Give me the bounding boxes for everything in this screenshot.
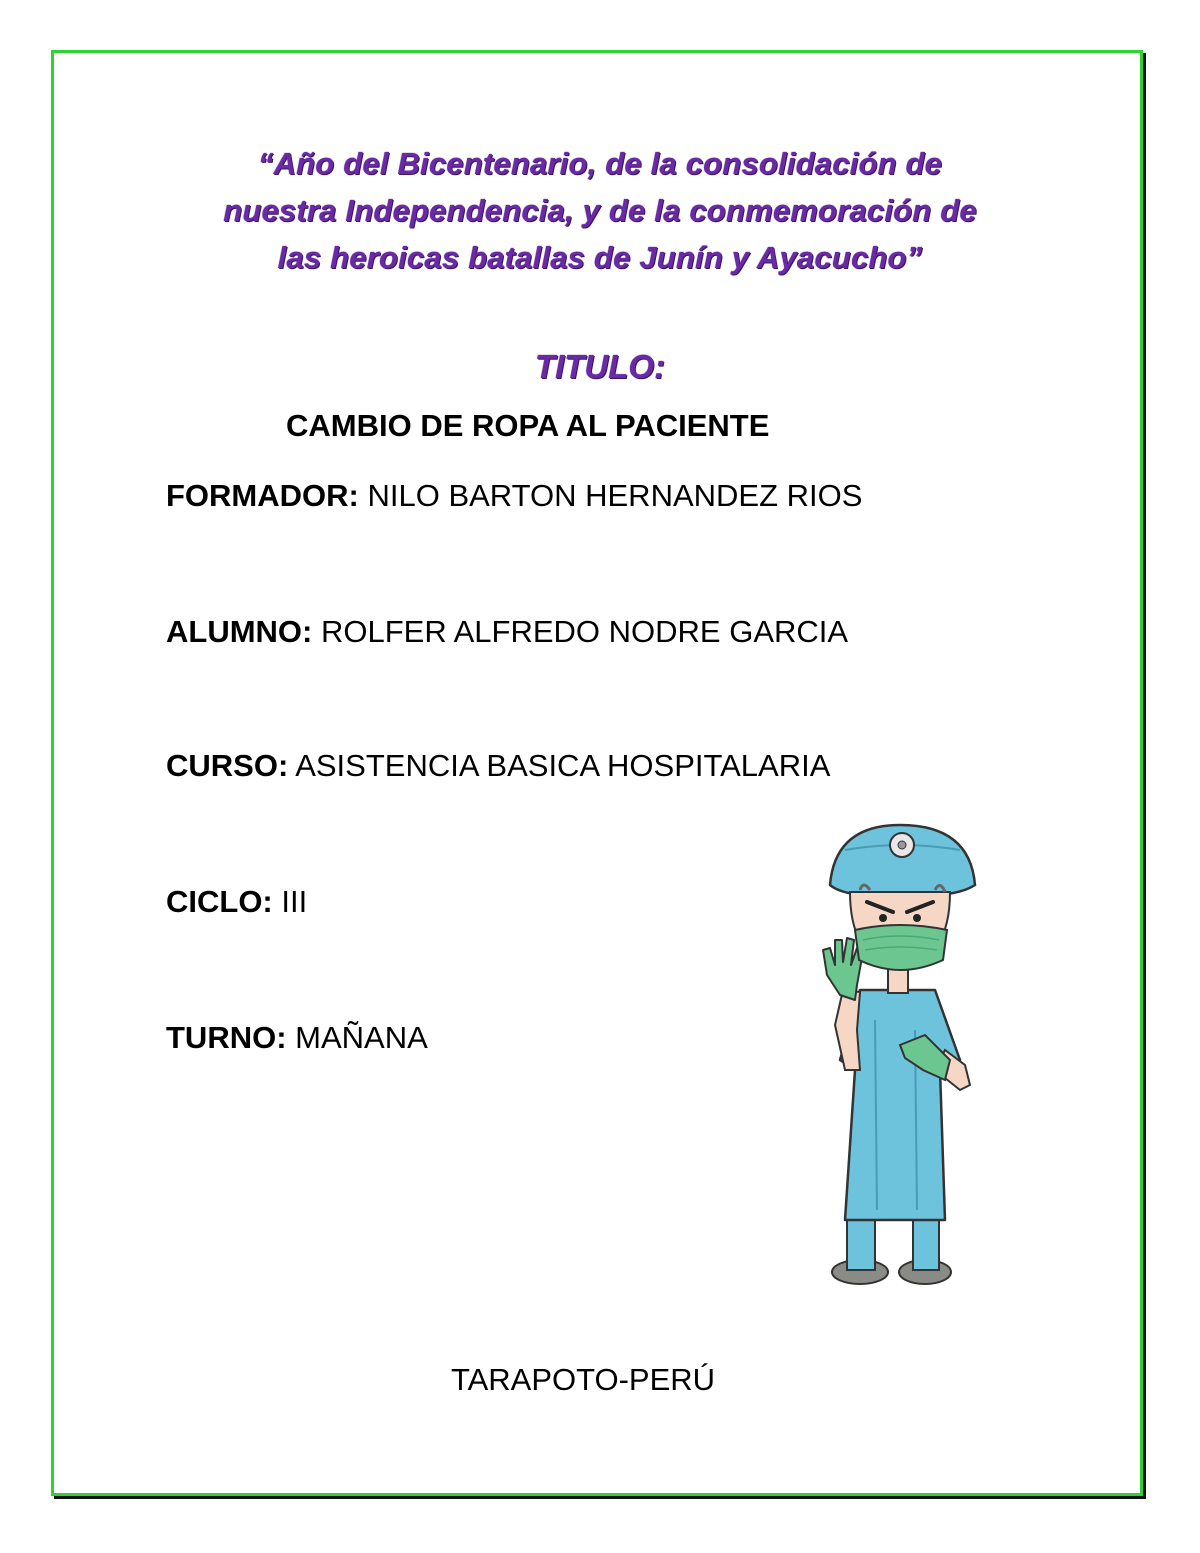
field-formador-label: FORMADOR:	[166, 478, 359, 513]
field-curso-value: ASISTENCIA BASICA HOSPITALARIA	[295, 748, 831, 783]
field-turno	[166, 1020, 428, 1056]
field-turno-label: TURNO:	[166, 1020, 287, 1055]
field-alumno-value: ROLFER ALFREDO NODRE GARCIA	[320, 614, 849, 649]
field-ciclo	[166, 884, 307, 920]
document-title: CAMBIO DE ROPA AL PACIENTE	[286, 408, 770, 443]
field-curso	[166, 748, 830, 784]
field-formador-value: NILO BARTON HERNANDEZ RIOS	[367, 478, 863, 513]
field-turno-value: MAÑANA	[295, 1020, 428, 1055]
motto-line-2: nuestra Independencia, y de la conmemoración de	[223, 193, 977, 228]
motto-header	[100, 140, 1100, 281]
field-curso-label: CURSO:	[166, 748, 289, 783]
title-label: TITULO:	[534, 348, 666, 385]
field-ciclo-value: III	[281, 884, 308, 919]
motto-line-1: “Año del Bicentenario, de la consolidación de	[257, 146, 943, 181]
location-footer: TARAPOTO-PERÚ	[450, 1362, 716, 1397]
field-alumno-label: ALUMNO:	[166, 614, 313, 649]
field-ciclo-label: CICLO:	[166, 884, 273, 919]
field-alumno	[166, 614, 848, 650]
surgeon-doctor-icon	[805, 820, 995, 1300]
field-formador	[166, 478, 862, 514]
motto-line-3: las heroicas batallas de Junín y Ayacucho”	[277, 240, 923, 275]
